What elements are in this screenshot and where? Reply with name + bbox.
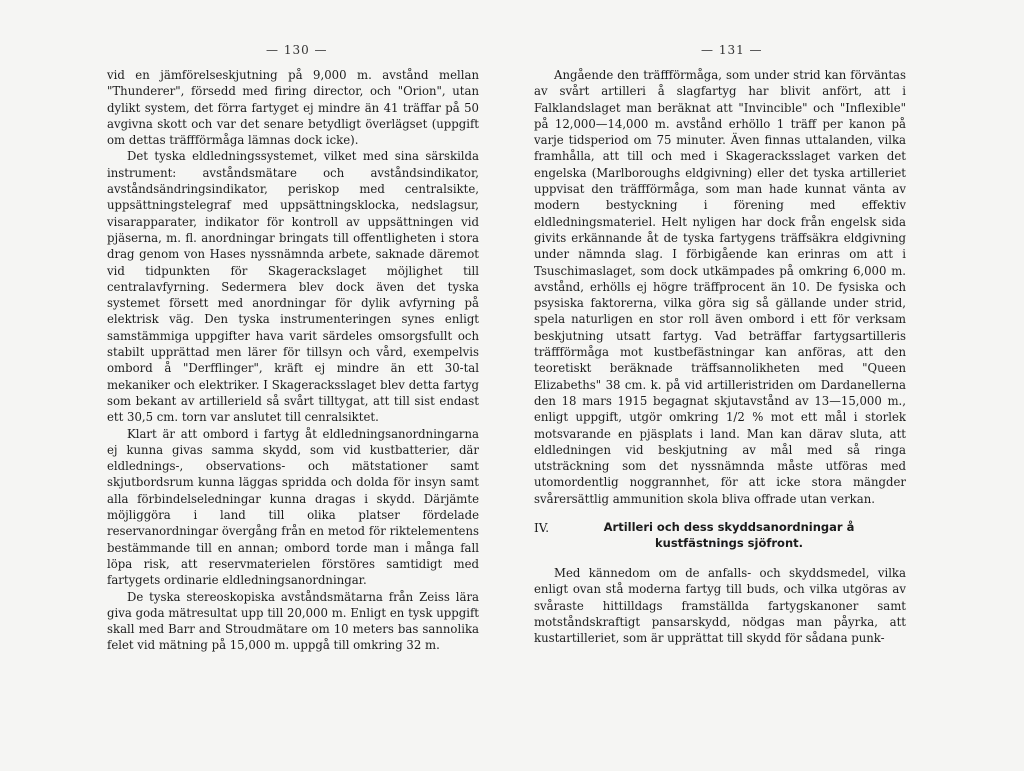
page-number-left: — 130 — [266, 43, 328, 57]
page-number-right: — 131 — [701, 43, 763, 57]
paragraph: De tyska stereoskopiska avståndsmätarna från Zeiss lära giva goda mätresultat upp till 20,000 m. Enligt en tysk uppgift skall med Barr and Stroudmätare om 10 meters bas sannolika felet vid mätning på 15,000 m. uppgå till omkring 32 m. [107, 589, 479, 653]
right-page-column [534, 67, 906, 647]
section-heading [534, 519, 906, 551]
left-page-column [107, 67, 479, 654]
section-title: Artilleri och dess skyddsanordningar å kustfästnings sjöfront. [603, 520, 855, 551]
paragraph: Med kännedom om de anfalls- och skyddsmedel, vilka enligt ovan stå moderna fartyg till buds, och vilka utgöras av svåraste hittilldags framställda fartygskanoner samt motståndskraftigt pansarskydd, nödgas man påyrka, att kustartilleriet, som är upprättat till skydd för sådana punk- [534, 566, 906, 646]
paragraph: vid en jämförelseskjutning på 9,000 m. avstånd mellan "Thunderer", försedd med firing director, och "Orion", utan dylikt system, det förra fartyget ej mindre än 41 träffar på 50 avgivna skott och var det senare betydligt överlägset (uppgift om dettas träffförmåga lämnas dock icke). [107, 68, 479, 148]
section-number: IV. [534, 521, 550, 536]
paragraph: Angående den träffförmåga, som under strid kan förväntas av svårt artilleri å slagfartyg har blivit anfört, att i Falklandslaget man beräknat att "Invincible" och "Inflexible" på 12,000—14,000 m. avstånd erhöllo 1 träff per kanon på varje tidsperiod om 75 minuter. Även finnas uttalanden, vilka framhålla, att till och med i Skageracksslaget varken det engelska (Marlboroughs eldgivning) eller det tyska artilleriet uppvisat den träffförmåga, som man hade kunnat vänta av modern bestyckning i förening med effektiv eldledningsmateriel. Helt nyligen har dock från engelsk sida givits erkännande åt de tyska fartygens träffsäkra eldgivning under nämnda slag. I förbigående kan erinras om att i Tsuschimaslaget, som dock utkämpades på omkring 6,000 m. avstånd, erhölls ej högre träffprocent än 10. De fysiska och psysiska faktorerna, vilka göra sig så gällande under strid, spela naturligen en stor roll även ombord i ett för verksam beskjutning utsatt fartyg. Vad beträffar fartygsartilleris träffförmåga mot kustbefästningar kan anföras, att den teoretiskt beräknade träffsannolikheten med "Queen Elizabeths" 38 cm. k. på vid artilleristriden om Dardanellerna den 18 mars 1915 begagnat skjutavstånd av 13—15,000 m., enligt uppgift, utgör omkring 1/2 % mot ett mål i storlek motsvarande en pjäsplats i land. Man kan därav sluta, att eldledningen vid beskjutning av mål med så ringa utsträckning som det nyssnämnda måste utföras med utomordentlig noggrannhet, för att icke stora mängder svårersättlig ammunition skola bliva offrade utan verkan. [534, 68, 906, 506]
paragraph: Det tyska eldledningssystemet, vilket med sina särskilda instrument: avståndsmätare och avståndsindikator, avståndsändringsindikator, periskop med centralsikte, uppsättningstelegraf med uppsättningsklocka, nedslagsur, visarapparater, indikator för kontroll av uppsättningen vid pjäserna, m. fl. anordningar bringats till offentligheten i stora drag genom von Hases nyssnämnda arbete, saknade däremot vid tidpunkten för Skagerackslaget möjlighet till centralavfyrning. Sedermera blev dock även det tyska systemet försett med anordningar för dylik avfyrning på elektrisk väg. Den tyska instrumenteringen synes enligt samstämmiga uppgifter hava varit särdeles omsorgsfullt och stabilt upprättad men lärer för tillsyn och vård, exempelvis ombord å "Derfflinger", kräft ej mindre än ett 30-tal mekaniker och elektriker. I Skageracksslaget blev detta fartyg som bekant av artillerield så svårt tilltygat, att till sist endast ett 30,5 cm. torn var anslutet till cenralsiktet. [107, 149, 479, 425]
paragraph: Klart är att ombord i fartyg åt eldledningsanordningarna ej kunna givas samma skydd, som vid kustbatterier, där eldlednings-, observations- och mätstationer samt skjutbordsrum kunna läggas spridda och dolda för insyn samt alla förbindelseledningar kunna dragas i skydd. Därjämte möjliggöra i land till olika platser fördelade reservanordningar övergång från en metod för riktelementens bestämmande till en annan; ombord torde man i många fall löpa risk, att reservmaterielen förstöres samtidigt med fartygets ordinarie eldledningsanordningar. [107, 426, 479, 588]
